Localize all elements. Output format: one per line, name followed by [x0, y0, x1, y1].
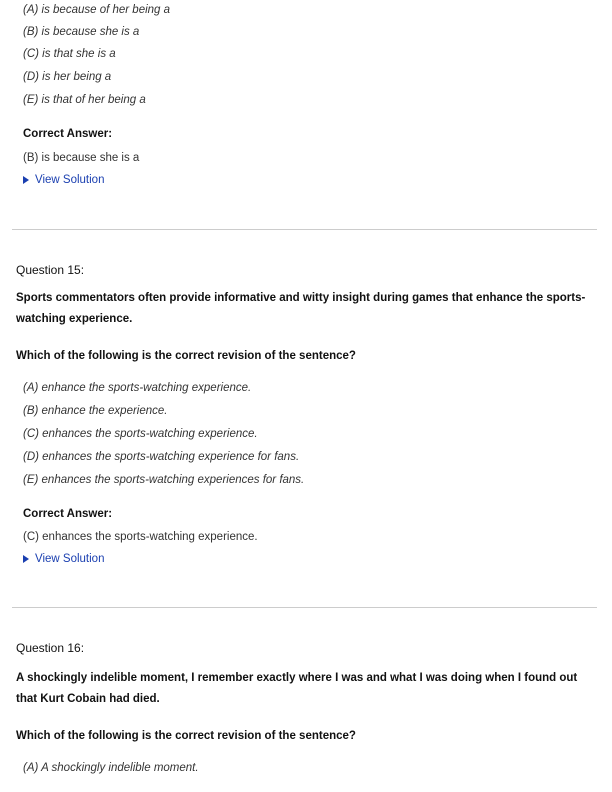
q15-option-b: (B) enhance the experience.	[23, 405, 168, 417]
prev-correct-answer-label: Correct Answer:	[23, 128, 113, 140]
question-16-prompt: Which of the following is the correct revision of the sentence?	[16, 730, 356, 742]
view-solution-label: View Solution	[35, 553, 105, 565]
q15-correct-answer-label: Correct Answer:	[23, 508, 113, 520]
play-triangle-icon	[23, 555, 29, 563]
q15-option-c: (C) enhances the sports-watching experience.	[23, 428, 258, 440]
q15-option-d: (D) enhances the sports-watching experience for fans.	[23, 451, 300, 463]
question-divider	[12, 229, 597, 230]
q16-option-a: (A) A shockingly indelible moment.	[23, 762, 199, 774]
q15-option-e: (E) enhances the sports-watching experiences for fans.	[23, 474, 305, 486]
prev-option-b: (B) is because she is a	[23, 26, 140, 38]
question-16-text: A shockingly indelible moment, I remember exactly where I was and what I was doing when I found out that Kurt Cobain had died.	[16, 672, 578, 705]
prev-option-a: (A) is because of her being a	[23, 4, 171, 16]
prev-option-e: (E) is that of her being a	[23, 94, 146, 106]
question-15-heading: Question 15:	[16, 263, 85, 277]
q15-view-solution-link[interactable]	[23, 553, 104, 565]
prev-view-solution-link[interactable]	[23, 174, 104, 186]
question-15-prompt: Which of the following is the correct revision of the sentence?	[16, 350, 356, 362]
q15-correct-answer-value: (C) enhances the sports-watching experience.	[23, 531, 258, 543]
question-15-text: Sports commentators often provide informative and witty insight during games that enhance the sports-watching experience.	[16, 292, 586, 325]
question-divider	[12, 607, 597, 608]
question-16-heading: Question 16:	[16, 641, 85, 655]
prev-option-c: (C) is that she is a	[23, 48, 116, 60]
prev-correct-answer-value: (B) is because she is a	[23, 152, 140, 164]
prev-option-d: (D) is her being a	[23, 71, 112, 83]
q15-option-a: (A) enhance the sports-watching experience.	[23, 382, 252, 394]
play-triangle-icon	[23, 176, 29, 184]
view-solution-label: View Solution	[35, 174, 105, 186]
